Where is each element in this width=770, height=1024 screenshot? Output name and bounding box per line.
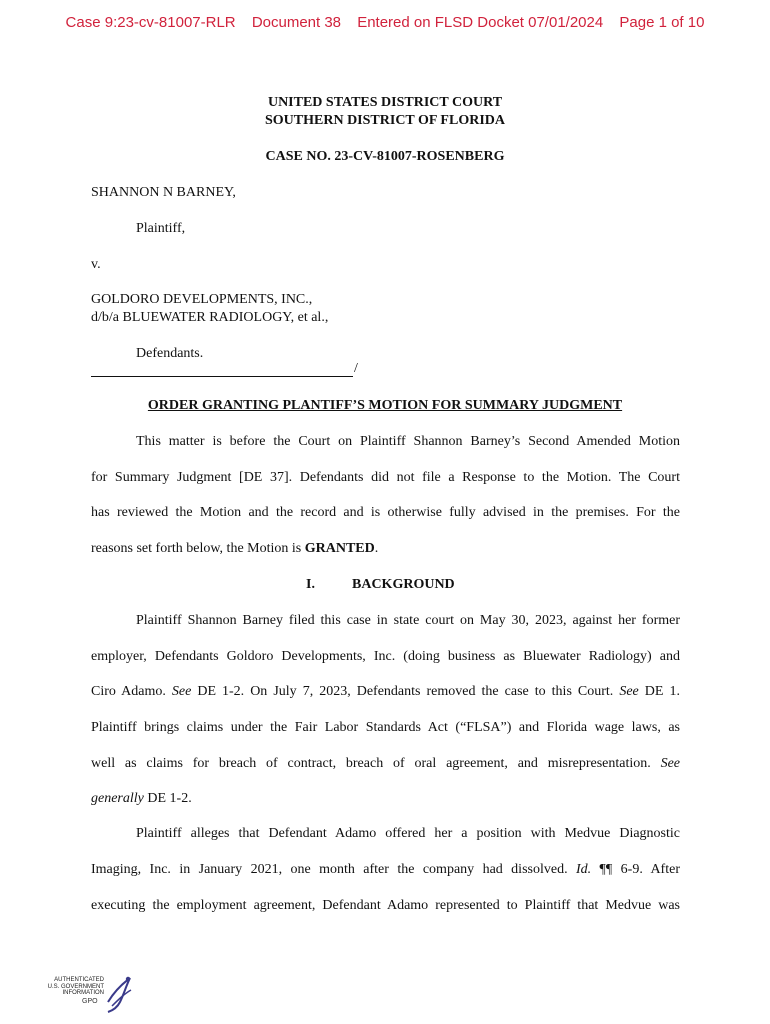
- see-citation-3: See: [660, 756, 680, 771]
- caption-rule: [91, 376, 353, 377]
- case-number: CASE NO. 23-CV-81007-ROSENBERG: [265, 149, 505, 164]
- gpo-line-2: U.S. GOVERNMENT: [47, 983, 104, 990]
- intro-line-4-text: reasons set forth below, the Motion is: [91, 541, 305, 556]
- bg2-line-1: Plaintiff alleges that Defendant Adamo offered her a position with Medvue Diagnostic: [136, 826, 680, 841]
- bg1-line-5-a: well as claims for breach of contract, breach of oral agreement, and misrepresentation.: [91, 756, 661, 771]
- section-number: I.: [306, 577, 315, 592]
- section-title: BACKGROUND: [352, 577, 455, 592]
- bg1-line-2: employer, Defendants Goldoro Developments, Inc. (doing business as Bluewater Radiology) and: [91, 649, 680, 664]
- docket-entered: Entered on FLSD Docket 07/01/2024: [357, 14, 604, 31]
- intro-line-4: [91, 541, 680, 557]
- gpo-line-3: INFORMATION: [62, 990, 104, 996]
- plaintiff-label: Plaintiff,: [136, 221, 186, 236]
- bg1-line-5: [91, 756, 680, 772]
- generally-citation: generally: [91, 791, 144, 806]
- district-name: SOUTHERN DISTRICT OF FLORIDA: [265, 113, 505, 128]
- docket-document-number: Document 38: [251, 14, 342, 31]
- granted-text: GRANTED: [304, 541, 375, 556]
- bg1-line-3-a: Ciro Adamo.: [91, 684, 172, 699]
- defendants-label: Defendants.: [136, 346, 204, 361]
- bg1-line-3-b: DE 1-2. On July 7, 2023, Defendants removed the case to this Court.: [191, 684, 620, 699]
- bg2-line-2-b: ¶¶ 6-9. After: [591, 862, 680, 877]
- intro-line-3: has reviewed the Motion and the record and is otherwise fully advised in the premises. For the: [91, 505, 680, 520]
- caption-slash: /: [354, 361, 358, 376]
- order-title: ORDER GRANTING PLANTIFF’S MOTION FOR SUMMARY JUDGMENT: [147, 398, 623, 413]
- see-citation-2: See: [619, 684, 639, 699]
- bg1-line-4: Plaintiff brings claims under the Fair Labor Standards Act (“FLSA”) and Florida wage laws, as: [91, 720, 680, 735]
- id-citation: Id.: [575, 862, 592, 877]
- bg1-line-3-c: DE 1.: [638, 684, 680, 699]
- eagle-icon: [104, 972, 134, 1014]
- bg2-line-2: [91, 862, 680, 878]
- defendant-name: GOLDORO DEVELOPMENTS, INC.,: [91, 292, 313, 307]
- gpo-line-1: AUTHENTICATED: [54, 977, 104, 983]
- docket-case-number: Case 9:23-cv-81007-RLR: [65, 14, 236, 31]
- docket-page-number: Page 1 of 10: [619, 14, 705, 31]
- bg1-line-6-b: DE 1-2.: [143, 791, 192, 806]
- gpo-label: GPO: [82, 998, 98, 1005]
- defendant-dba: d/b/a BLUEWATER RADIOLOGY, et al.,: [91, 310, 329, 325]
- gpo-authentication-seal: [44, 972, 134, 1016]
- bg1-line-1: Plaintiff Shannon Barney filed this case in state court on May 30, 2023, against her former: [136, 613, 680, 628]
- intro-line-1: This matter is before the Court on Plaintiff Shannon Barney’s Second Amended Motion: [136, 434, 680, 449]
- plaintiff-name: SHANNON N BARNEY,: [91, 185, 236, 200]
- see-citation-1: See: [171, 684, 192, 699]
- intro-line-4-period: .: [374, 541, 379, 556]
- bg1-line-3: [91, 684, 680, 700]
- gpo-seal-text: [44, 977, 104, 997]
- intro-line-2: for Summary Judgment [DE 37]. Defendants did not file a Response to the Motion. The Court: [91, 470, 680, 485]
- bg2-line-3: executing the employment agreement, Defendant Adamo represented to Plaintiff that Medvue was: [91, 898, 680, 913]
- bg2-line-2-a: Imaging, Inc. in January 2021, one month after the company had dissolved.: [91, 862, 576, 877]
- bg1-line-6: [91, 791, 680, 807]
- versus: v.: [91, 257, 101, 272]
- docket-header: [0, 14, 770, 31]
- court-name: UNITED STATES DISTRICT COURT: [267, 95, 503, 110]
